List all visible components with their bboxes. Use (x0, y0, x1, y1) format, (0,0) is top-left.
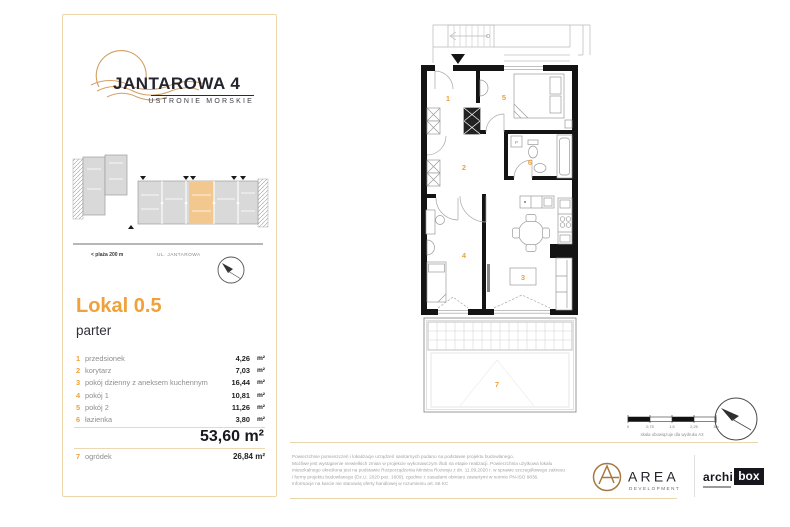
entrance-marker (451, 54, 465, 64)
bed-single (427, 262, 446, 302)
tv-panel (487, 264, 490, 292)
left-card (62, 14, 277, 497)
archibox-subbar (703, 486, 731, 488)
bed-double (514, 74, 572, 128)
room-area: 3,80 (235, 414, 250, 424)
garden-area (424, 318, 576, 412)
room-label-7: 7 (494, 380, 500, 389)
wardrobe (427, 108, 440, 186)
room-number: 2 (76, 366, 81, 376)
sofa (556, 258, 572, 310)
room-row (76, 377, 265, 389)
room-area-unit: m² (256, 379, 265, 387)
sink (534, 164, 546, 173)
room-area-unit: m² (256, 391, 265, 399)
scale-tick: 1,5 (669, 425, 675, 429)
footer-rule-bottom (290, 498, 677, 499)
room-row (76, 365, 265, 377)
brand-title: JANTAROWA 4 (113, 74, 241, 93)
room-number: 3 (76, 378, 81, 388)
footer-disclaimer (292, 453, 612, 487)
beach-distance-label: < plaża 200 m (91, 252, 124, 258)
bathtub (557, 135, 572, 178)
garden-area: 26,84 m² (232, 452, 265, 461)
furniture (426, 74, 572, 310)
area-sub: DEVELOPMENT (629, 486, 681, 491)
archibox-right: box (734, 468, 763, 485)
room-area: 7,03 (235, 366, 250, 376)
scale-tick: 3m (713, 425, 719, 429)
floor-plan (400, 8, 600, 458)
site-map (69, 149, 270, 301)
footer-logo-divider (694, 455, 695, 497)
total-area: 53,60 m² (199, 428, 264, 445)
disclaimer-line: Możliwe jest wystąpienie niewielkich zmian w projekcie wykonawczym i/lub na etapie realizacji. Powierzchnia użytkowa lokalu (292, 460, 553, 466)
room-number: 4 (76, 390, 81, 400)
scale-tick: 0,75 (646, 425, 654, 429)
scale-tick: 2,25 (690, 425, 698, 429)
garden-number: 7 (76, 452, 81, 461)
room-name: przedsionek (85, 354, 125, 363)
room-row (76, 402, 265, 414)
brand-rule (151, 95, 254, 96)
unit-title: Lokal 0.5 (76, 295, 162, 317)
area-development-logo (590, 457, 695, 497)
room-name: pokój 1 (85, 390, 109, 400)
room-list (76, 353, 265, 426)
room-label-1: 1 (445, 94, 451, 103)
dresser (480, 80, 488, 96)
brand-subtitle: USTRONIE MORSKIE (148, 98, 254, 105)
archibox-logo (703, 468, 764, 488)
garden-name: ogródek (85, 452, 112, 461)
room-area: 10,81 (231, 390, 250, 400)
area-a-icon (594, 464, 621, 491)
disclaimer-line: Informacje na karcie nie stanowią oferty handlowej w rozumieniu art. 66 KC (292, 480, 449, 487)
footer-rule-top (290, 442, 758, 443)
room-row (76, 353, 265, 365)
room-area-unit: m² (256, 415, 265, 423)
highlighted-unit (189, 181, 214, 224)
room-area: 16,44 (231, 378, 250, 388)
disclaimer-line: i formy projektu budowlanego (Dz.U. 2020 poz. 1609), zgodnie z zasadami obmiaru zawartymi w normie PN-ISO 9836. (292, 473, 539, 480)
garden-row (76, 452, 265, 461)
room-label-5: 5 (501, 93, 507, 102)
armchair (427, 240, 435, 255)
desk-chair (426, 210, 445, 234)
street-label: UL. JANTAROWA (157, 253, 201, 258)
room-number: 6 (76, 414, 81, 424)
dining-table (513, 215, 550, 252)
room-number: 1 (76, 354, 81, 363)
washer-label: P (514, 140, 519, 145)
room-area: 11,26 (231, 402, 250, 412)
room-name: łazienka (85, 414, 113, 424)
room-number: 5 (76, 402, 81, 412)
room-area-unit: m² (256, 367, 265, 375)
room-label-4: 4 (461, 251, 467, 260)
compass-icon (713, 396, 759, 442)
room-name: pokój dzienny z aneksem kuchennym (85, 378, 208, 388)
scale-tick: 0 (626, 425, 630, 429)
room-label-6: 6 (527, 158, 533, 167)
archibox-left: archi (703, 469, 734, 484)
room-label-2: 2 (461, 163, 467, 172)
room-name: korytarz (85, 366, 112, 376)
terrace-grid (428, 322, 572, 350)
kitchen-counter (520, 196, 554, 208)
total-divider-bottom (74, 448, 265, 449)
room-area-unit: m² (256, 403, 265, 411)
room-area-unit: m² (256, 355, 265, 362)
sitemap-compass-icon (218, 257, 244, 283)
room-row (76, 414, 265, 426)
toilet (528, 140, 538, 158)
scale-label: skala obowiązuje dla wydruku A3 (640, 432, 704, 437)
disclaimer-line: mieszkalnego określona jest na podstawie Rozporządzenia Ministra Rozwoju z dn. 11.09.2020 r. w sprawie szczegółowego zakresu (292, 467, 565, 473)
room-label-3: 3 (520, 273, 526, 282)
site-buildings (73, 155, 268, 229)
disclaimer-line: Powierzchnie pomieszczeń i lokalizacje urządzeń sanitarnych podano na podstawie projektu budowlanego. (292, 453, 515, 459)
kitchen-appliances (558, 198, 572, 244)
room-area: 4,26 (235, 354, 250, 363)
room-row (76, 390, 265, 402)
room-name: pokój 2 (85, 402, 109, 412)
floor-label: parter (76, 323, 112, 338)
area-name: AREA (628, 468, 679, 485)
closet (464, 108, 480, 134)
